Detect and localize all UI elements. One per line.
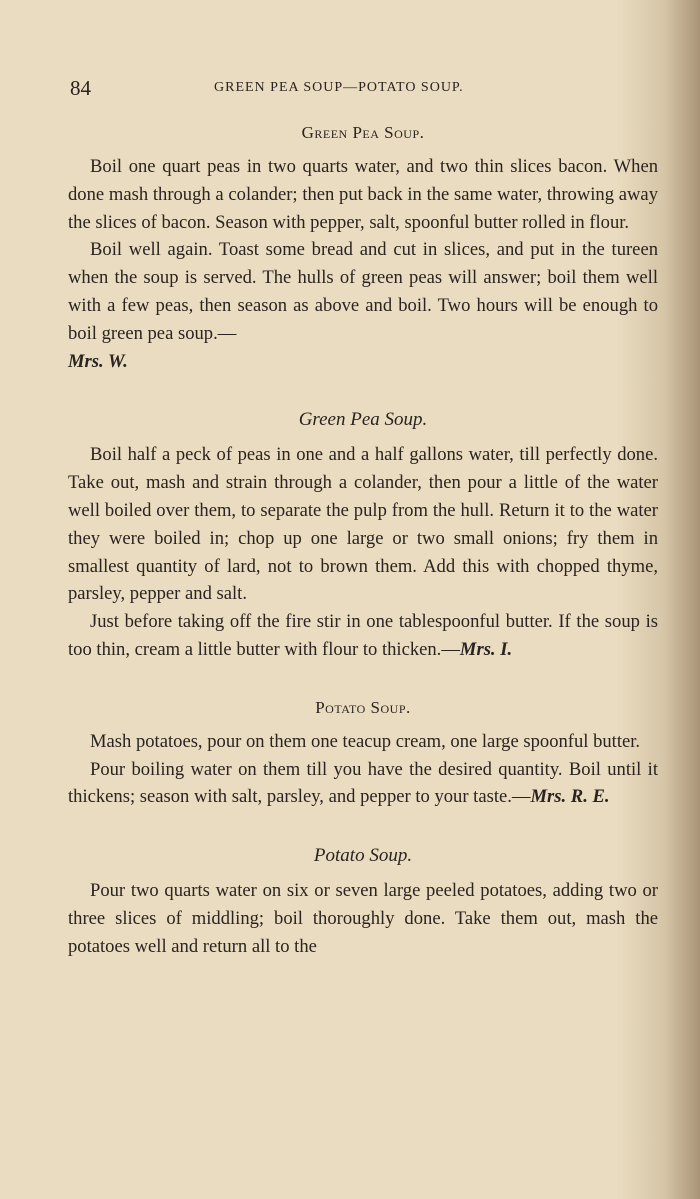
recipe-section	[68, 698, 658, 811]
recipe-paragraph: Boil half a peck of peas in one and a half gallons water, till perfectly done. Take out, mash and strain through a colander, then pour a little of the water well boiled over them, to separate the pulp from the hull. Return it to the water they were boiled in; chop up one large or two small onions; fry them in smallest quantity of lard, not to brown them. Add this with chopped thyme, parsley, pepper and salt.	[68, 444, 658, 605]
recipe-section	[68, 409, 658, 663]
recipe-attribution: Mrs. W.	[68, 350, 128, 372]
recipe-heading: Potato Soup.	[313, 845, 413, 867]
recipe-heading: Potato Soup.	[315, 697, 411, 717]
page-content	[68, 123, 658, 995]
recipe-heading: Green Pea Soup.	[301, 123, 425, 142]
page-header	[70, 78, 660, 104]
recipe-paragraph: Pour two quarts water on six or seven large peeled potatoes, adding two or three slices of middling; boil thoroughly done. Take them out, mash the potatoes well and return all to the	[68, 880, 658, 957]
recipe-paragraph: Pour boiling water on them till you have the desired quantity. Boil until it thickens; season with salt, parsley, and pepper to your taste.—Mrs. R. E.	[68, 758, 658, 808]
recipe-paragraph: Boil well again. Toast some bread and cut in slices, and put in the tureen when the soup is served. The hulls of green peas will answer; boil them well with a few peas, then season as above and boil. Two hours will be enough to boil green pea soup.— Mrs. W.	[68, 236, 658, 375]
recipe-attribution: Mrs. I.	[459, 638, 513, 660]
recipe-section	[68, 123, 658, 375]
recipe-heading: Green Pea Soup.	[298, 409, 428, 431]
recipe-attribution: Mrs. R. E.	[530, 786, 610, 808]
recipe-paragraph: Mash potatoes, pour on them one teacup cream, one large spoonful butter.	[90, 730, 641, 752]
recipe-section	[68, 845, 658, 960]
running-head: GREEN PEA SOUP—POTATO SOUP.	[214, 80, 464, 95]
recipe-paragraph: Boil one quart peas in two quarts water, and two thin slices bacon. When done mash through a colander; then put back in the same water, throwing away the slices of bacon. Season with pepper, salt, spoonful butter rolled in flour.	[68, 156, 658, 233]
page-number: 84	[70, 76, 91, 100]
recipe-paragraph: Just before taking off the fire stir in one tablespoonful butter. If the soup is too thin, cream a little butter with flour to thicken.—Mrs. I.	[68, 611, 658, 660]
